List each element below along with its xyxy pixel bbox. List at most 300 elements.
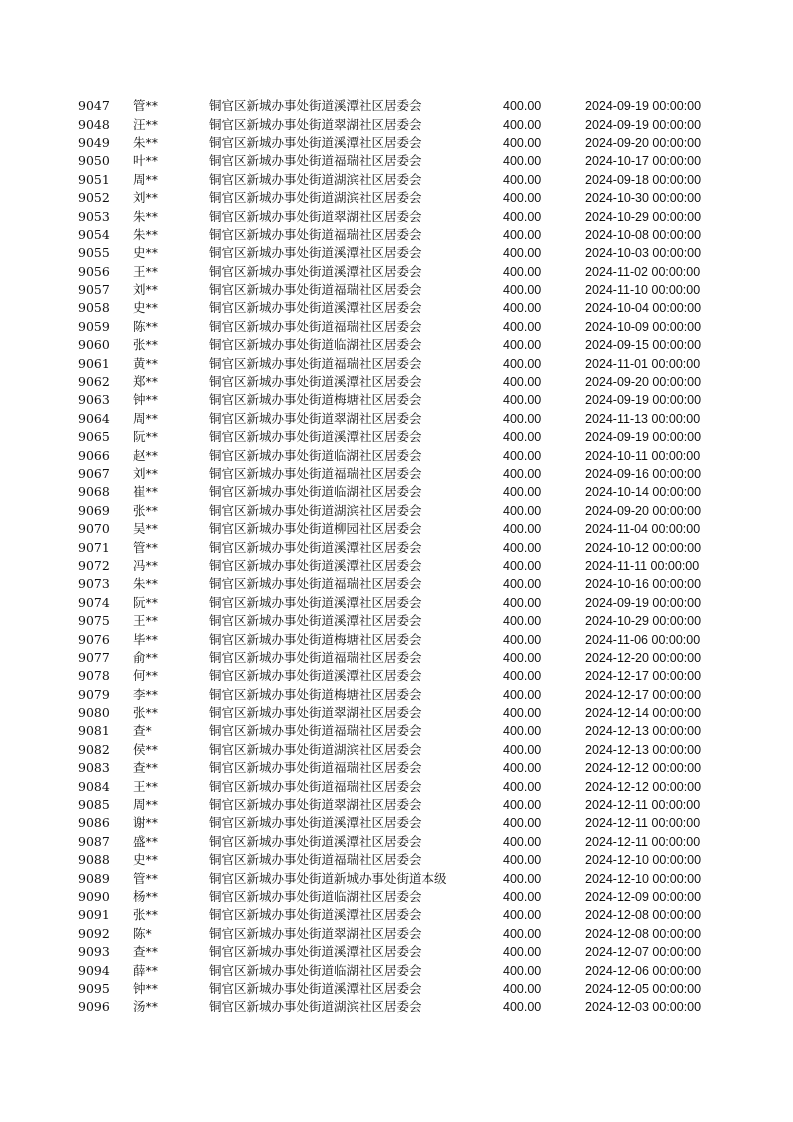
record-amount: 400.00 xyxy=(503,632,542,647)
record-amount: 400.00 xyxy=(503,338,542,353)
record-id: 9091 xyxy=(78,907,110,923)
record-name: 赵** xyxy=(133,447,159,463)
record-organization: 铜官区新城办事处街道溪潭社区居委会 xyxy=(209,300,422,316)
record-date: 2024-12-06 00:00:00 xyxy=(585,963,702,978)
table-row xyxy=(78,428,725,446)
table-row xyxy=(78,851,725,869)
record-name: 毕** xyxy=(133,631,159,647)
record-name: 王** xyxy=(133,613,159,629)
record-date: 2024-10-29 00:00:00 xyxy=(585,614,702,629)
record-date: 2024-12-11 00:00:00 xyxy=(585,834,701,849)
record-amount: 400.00 xyxy=(503,889,542,904)
record-organization: 铜官区新城办事处街道溪潭社区居委会 xyxy=(209,429,422,445)
record-date: 2024-11-13 00:00:00 xyxy=(585,411,701,426)
record-amount: 400.00 xyxy=(503,393,542,408)
record-organization: 铜官区新城办事处街道翠湖社区居委会 xyxy=(209,797,422,813)
record-name: 阮** xyxy=(133,594,159,610)
record-id: 9084 xyxy=(78,778,110,794)
record-name: 管** xyxy=(133,870,159,886)
table-row xyxy=(78,759,725,777)
record-id: 9087 xyxy=(78,833,110,849)
table-row xyxy=(78,465,725,483)
record-id: 9053 xyxy=(78,208,110,224)
record-id: 9077 xyxy=(78,649,110,665)
record-organization: 铜官区新城办事处街道福瑞社区居委会 xyxy=(209,760,422,776)
table-row xyxy=(78,336,725,354)
record-date: 2024-10-11 00:00:00 xyxy=(585,448,701,463)
record-id: 9063 xyxy=(78,392,110,408)
record-id: 9060 xyxy=(78,337,110,353)
record-date: 2024-09-20 00:00:00 xyxy=(585,375,702,390)
table-row xyxy=(78,134,725,152)
record-date: 2024-11-02 00:00:00 xyxy=(585,264,701,279)
record-name: 朱** xyxy=(133,134,159,150)
record-id: 9093 xyxy=(78,944,110,960)
record-date: 2024-10-08 00:00:00 xyxy=(585,227,702,242)
table-row xyxy=(78,594,725,612)
record-date: 2024-12-17 00:00:00 xyxy=(585,669,702,684)
record-date: 2024-10-12 00:00:00 xyxy=(585,540,702,555)
record-id: 9058 xyxy=(78,300,110,316)
record-name: 查** xyxy=(133,760,159,776)
record-organization: 铜官区新城办事处街道福瑞社区居委会 xyxy=(209,282,422,298)
record-name: 史** xyxy=(133,300,159,316)
table-row xyxy=(78,410,725,428)
table-row xyxy=(78,373,725,391)
record-name: 刘** xyxy=(133,190,159,206)
table-row xyxy=(78,575,725,593)
table-row xyxy=(78,115,725,133)
record-date: 2024-11-04 00:00:00 xyxy=(585,522,701,537)
record-id: 9061 xyxy=(78,355,110,371)
record-id: 9066 xyxy=(78,447,110,463)
record-date: 2024-09-20 00:00:00 xyxy=(585,135,702,150)
record-amount: 400.00 xyxy=(503,945,542,960)
record-organization: 铜官区新城办事处街道福瑞社区居委会 xyxy=(209,723,422,739)
table-row xyxy=(78,649,725,667)
record-amount: 400.00 xyxy=(503,191,542,206)
record-date: 2024-09-19 00:00:00 xyxy=(585,117,702,132)
record-organization: 铜官区新城办事处街道福瑞社区居委会 xyxy=(209,649,422,665)
record-amount: 400.00 xyxy=(503,871,542,886)
table-row xyxy=(78,557,725,575)
record-name: 谢** xyxy=(133,815,159,831)
record-name: 郑** xyxy=(133,374,159,390)
record-organization: 铜官区新城办事处街道溪潭社区居委会 xyxy=(209,907,422,923)
record-organization: 铜官区新城办事处街道新城办事处街道本级 xyxy=(209,870,447,886)
record-date: 2024-09-19 00:00:00 xyxy=(585,393,702,408)
record-date: 2024-12-08 00:00:00 xyxy=(585,908,702,923)
record-amount: 400.00 xyxy=(503,779,542,794)
table-row xyxy=(78,152,725,170)
record-id: 9068 xyxy=(78,484,110,500)
record-amount: 400.00 xyxy=(503,99,542,114)
record-date: 2024-10-09 00:00:00 xyxy=(585,319,702,334)
record-name: 朱** xyxy=(133,576,159,592)
table-row xyxy=(78,814,725,832)
record-id: 9050 xyxy=(78,153,110,169)
record-date: 2024-12-11 00:00:00 xyxy=(585,816,701,831)
record-name: 朱** xyxy=(133,208,159,224)
record-id: 9076 xyxy=(78,631,110,647)
record-id: 9079 xyxy=(78,686,110,702)
record-organization: 铜官区新城办事处街道溪潭社区居委会 xyxy=(209,833,422,849)
record-date: 2024-12-13 00:00:00 xyxy=(585,742,702,757)
record-id: 9065 xyxy=(78,429,110,445)
record-organization: 铜官区新城办事处街道临湖社区居委会 xyxy=(209,447,422,463)
record-date: 2024-12-14 00:00:00 xyxy=(585,706,702,721)
record-id: 9069 xyxy=(78,502,110,518)
record-date: 2024-11-11 00:00:00 xyxy=(585,558,700,573)
record-name: 管** xyxy=(133,539,159,555)
table-row xyxy=(78,502,725,520)
record-organization: 铜官区新城办事处街道梅塘社区居委会 xyxy=(209,631,422,647)
record-name: 史** xyxy=(133,852,159,868)
record-name: 史** xyxy=(133,245,159,261)
record-amount: 400.00 xyxy=(503,319,542,334)
record-amount: 400.00 xyxy=(503,430,542,445)
record-date: 2024-09-20 00:00:00 xyxy=(585,503,702,518)
record-organization: 铜官区新城办事处街道福瑞社区居委会 xyxy=(209,778,422,794)
record-name: 汪** xyxy=(133,116,159,132)
record-organization: 铜官区新城办事处街道溪潭社区居委会 xyxy=(209,98,422,114)
record-organization: 铜官区新城办事处街道翠湖社区居委会 xyxy=(209,208,422,224)
record-date: 2024-10-03 00:00:00 xyxy=(585,246,702,261)
record-amount: 400.00 xyxy=(503,981,542,996)
table-row xyxy=(78,318,725,336)
record-date: 2024-10-16 00:00:00 xyxy=(585,577,702,592)
record-name: 管** xyxy=(133,98,159,114)
record-amount: 400.00 xyxy=(503,816,542,831)
record-id: 9047 xyxy=(78,98,110,114)
record-date: 2024-11-06 00:00:00 xyxy=(585,632,701,647)
record-date: 2024-09-19 00:00:00 xyxy=(585,99,702,114)
record-date: 2024-10-17 00:00:00 xyxy=(585,154,702,169)
table-row xyxy=(78,538,725,556)
record-name: 张** xyxy=(133,705,159,721)
record-name: 朱** xyxy=(133,226,159,242)
record-organization: 铜官区新城办事处街道溪潭社区居委会 xyxy=(209,815,422,831)
record-id: 9070 xyxy=(78,521,110,537)
record-name: 李** xyxy=(133,686,159,702)
record-name: 刘** xyxy=(133,282,159,298)
record-amount: 400.00 xyxy=(503,522,542,537)
record-id: 9054 xyxy=(78,226,110,242)
table-row xyxy=(78,741,725,759)
record-id: 9059 xyxy=(78,318,110,334)
record-organization: 铜官区新城办事处街道湖滨社区居委会 xyxy=(209,502,422,518)
record-date: 2024-12-05 00:00:00 xyxy=(585,981,702,996)
record-amount: 400.00 xyxy=(503,209,542,224)
record-id: 9055 xyxy=(78,245,110,261)
record-name: 阮** xyxy=(133,429,159,445)
record-amount: 400.00 xyxy=(503,963,542,978)
table-row xyxy=(78,722,725,740)
record-name: 查* xyxy=(133,723,152,739)
table-row xyxy=(78,980,725,998)
record-id: 9078 xyxy=(78,668,110,684)
record-id: 9088 xyxy=(78,852,110,868)
table-row xyxy=(78,777,725,795)
record-organization: 铜官区新城办事处街道溪潭社区居委会 xyxy=(209,263,422,279)
record-date: 2024-12-10 00:00:00 xyxy=(585,853,702,868)
record-amount: 400.00 xyxy=(503,834,542,849)
record-amount: 400.00 xyxy=(503,356,542,371)
record-organization: 铜官区新城办事处街道福瑞社区居委会 xyxy=(209,466,422,481)
record-amount: 400.00 xyxy=(503,687,542,702)
record-organization: 铜官区新城办事处街道溪潭社区居委会 xyxy=(209,980,422,996)
record-date: 2024-10-14 00:00:00 xyxy=(585,485,702,500)
record-id: 9081 xyxy=(78,723,110,739)
table-row xyxy=(78,686,725,704)
record-organization: 铜官区新城办事处街道梅塘社区居委会 xyxy=(209,392,422,408)
record-amount: 400.00 xyxy=(503,117,542,132)
record-date: 2024-09-16 00:00:00 xyxy=(585,467,702,481)
record-organization: 铜官区新城办事处街道湖滨社区居委会 xyxy=(209,999,422,1015)
record-name: 陈** xyxy=(133,318,159,334)
record-date: 2024-10-29 00:00:00 xyxy=(585,209,702,224)
record-organization: 铜官区新城办事处街道福瑞社区居委会 xyxy=(209,576,422,592)
table-row xyxy=(78,299,725,317)
record-date: 2024-10-04 00:00:00 xyxy=(585,301,702,316)
record-date: 2024-12-13 00:00:00 xyxy=(585,724,702,739)
record-organization: 铜官区新城办事处街道溪潭社区居委会 xyxy=(209,668,422,684)
record-amount: 400.00 xyxy=(503,301,542,316)
record-id: 9056 xyxy=(78,263,110,279)
record-name: 查** xyxy=(133,944,159,960)
record-organization: 铜官区新城办事处街道福瑞社区居委会 xyxy=(209,226,422,242)
record-date: 2024-11-10 00:00:00 xyxy=(585,283,701,298)
record-name: 钟** xyxy=(133,392,159,408)
record-organization: 铜官区新城办事处街道溪潭社区居委会 xyxy=(209,594,422,610)
table-row xyxy=(78,869,725,887)
record-organization: 铜官区新城办事处街道翠湖社区居委会 xyxy=(209,925,422,941)
table-row xyxy=(78,925,725,943)
record-organization: 铜官区新城办事处街道梅塘社区居委会 xyxy=(209,686,422,702)
table-row xyxy=(78,97,725,115)
record-amount: 400.00 xyxy=(503,246,542,261)
record-amount: 400.00 xyxy=(503,614,542,629)
record-id: 9073 xyxy=(78,576,110,592)
record-date: 2024-12-12 00:00:00 xyxy=(585,761,702,776)
record-name: 吴** xyxy=(133,521,159,537)
record-id: 9080 xyxy=(78,705,110,721)
record-date: 2024-12-10 00:00:00 xyxy=(585,871,702,886)
record-id: 9094 xyxy=(78,962,110,978)
record-date: 2024-12-20 00:00:00 xyxy=(585,650,702,665)
record-id: 9086 xyxy=(78,815,110,831)
record-amount: 400.00 xyxy=(503,926,542,941)
record-name: 周** xyxy=(133,797,159,813)
record-organization: 铜官区新城办事处街道翠湖社区居委会 xyxy=(209,116,422,132)
table-row xyxy=(78,520,725,538)
record-id: 9085 xyxy=(78,797,110,813)
record-amount: 400.00 xyxy=(503,577,542,592)
record-organization: 铜官区新城办事处街道福瑞社区居委会 xyxy=(209,355,422,371)
record-organization: 铜官区新城办事处街道溪潭社区居委会 xyxy=(209,557,422,573)
record-organization: 铜官区新城办事处街道溪潭社区居委会 xyxy=(209,374,422,390)
records-table xyxy=(78,97,725,1017)
record-name: 陈* xyxy=(133,925,152,941)
record-id: 9072 xyxy=(78,557,110,573)
record-id: 9067 xyxy=(78,466,110,481)
record-amount: 400.00 xyxy=(503,669,542,684)
record-id: 9064 xyxy=(78,410,110,426)
record-name: 张** xyxy=(133,337,159,353)
record-organization: 铜官区新城办事处街道翠湖社区居委会 xyxy=(209,705,422,721)
record-name: 叶** xyxy=(133,153,159,169)
record-date: 2024-09-15 00:00:00 xyxy=(585,338,702,353)
record-name: 崔** xyxy=(133,484,159,500)
table-row xyxy=(78,263,725,281)
record-amount: 400.00 xyxy=(503,761,542,776)
table-row xyxy=(78,244,725,262)
record-name: 王** xyxy=(133,263,159,279)
record-amount: 400.00 xyxy=(503,595,542,610)
record-name: 杨** xyxy=(133,888,159,904)
record-amount: 400.00 xyxy=(503,154,542,169)
record-date: 2024-12-07 00:00:00 xyxy=(585,945,702,960)
record-amount: 400.00 xyxy=(503,411,542,426)
table-row xyxy=(78,612,725,630)
record-name: 周** xyxy=(133,410,159,426)
table-row xyxy=(78,226,725,244)
table-row xyxy=(78,833,725,851)
table-row xyxy=(78,943,725,961)
record-date: 2024-12-03 00:00:00 xyxy=(585,1000,702,1015)
record-id: 9095 xyxy=(78,980,110,996)
record-amount: 400.00 xyxy=(503,798,542,813)
record-name: 冯** xyxy=(133,557,159,573)
record-amount: 400.00 xyxy=(503,283,542,298)
record-amount: 400.00 xyxy=(503,135,542,150)
record-id: 9071 xyxy=(78,539,110,555)
record-name: 周** xyxy=(133,171,159,187)
table-row xyxy=(78,630,725,648)
table-row xyxy=(78,391,725,409)
table-row xyxy=(78,207,725,225)
record-id: 9049 xyxy=(78,134,110,150)
table-row xyxy=(78,961,725,979)
record-organization: 铜官区新城办事处街道福瑞社区居委会 xyxy=(209,318,422,334)
record-name: 张** xyxy=(133,502,159,518)
record-id: 9057 xyxy=(78,282,110,298)
record-amount: 400.00 xyxy=(503,264,542,279)
table-row xyxy=(78,354,725,372)
record-organization: 铜官区新城办事处街道临湖社区居委会 xyxy=(209,962,422,978)
record-date: 2024-09-18 00:00:00 xyxy=(585,172,702,187)
record-date: 2024-10-30 00:00:00 xyxy=(585,191,702,206)
record-organization: 铜官区新城办事处街道翠湖社区居委会 xyxy=(209,410,422,426)
table-row xyxy=(78,189,725,207)
record-amount: 400.00 xyxy=(503,540,542,555)
record-date: 2024-09-19 00:00:00 xyxy=(585,430,702,445)
record-amount: 400.00 xyxy=(503,558,542,573)
record-organization: 铜官区新城办事处街道溪潭社区居委会 xyxy=(209,539,422,555)
record-id: 9051 xyxy=(78,171,110,187)
record-name: 侯** xyxy=(133,741,159,757)
record-amount: 400.00 xyxy=(503,375,542,390)
record-amount: 400.00 xyxy=(503,742,542,757)
record-date: 2024-12-11 00:00:00 xyxy=(585,798,701,813)
record-organization: 铜官区新城办事处街道福瑞社区居委会 xyxy=(209,153,422,169)
record-organization: 铜官区新城办事处街道湖滨社区居委会 xyxy=(209,190,422,206)
record-organization: 铜官区新城办事处街道溪潭社区居委会 xyxy=(209,944,422,960)
record-amount: 400.00 xyxy=(503,908,542,923)
record-amount: 400.00 xyxy=(503,467,542,481)
record-id: 9048 xyxy=(78,116,110,132)
table-row xyxy=(78,796,725,814)
record-name: 盛** xyxy=(133,833,159,849)
record-date: 2024-12-09 00:00:00 xyxy=(585,889,702,904)
record-name: 俞** xyxy=(133,649,159,665)
table-row xyxy=(78,704,725,722)
record-amount: 400.00 xyxy=(503,448,542,463)
record-name: 汤** xyxy=(133,999,159,1015)
record-amount: 400.00 xyxy=(503,706,542,721)
records-table-body xyxy=(78,97,725,1017)
record-name: 王** xyxy=(133,778,159,794)
record-amount: 400.00 xyxy=(503,227,542,242)
record-organization: 铜官区新城办事处街道福瑞社区居委会 xyxy=(209,852,422,868)
record-organization: 铜官区新城办事处街道临湖社区居委会 xyxy=(209,484,422,500)
record-amount: 400.00 xyxy=(503,650,542,665)
record-id: 9089 xyxy=(78,870,110,886)
table-row xyxy=(78,281,725,299)
record-date: 2024-12-12 00:00:00 xyxy=(585,779,702,794)
record-amount: 400.00 xyxy=(503,1000,542,1015)
record-amount: 400.00 xyxy=(503,724,542,739)
record-amount: 400.00 xyxy=(503,172,542,187)
record-date: 2024-12-17 00:00:00 xyxy=(585,687,702,702)
record-name: 黄** xyxy=(133,355,159,371)
record-organization: 铜官区新城办事处街道溪潭社区居委会 xyxy=(209,134,422,150)
table-row xyxy=(78,888,725,906)
record-amount: 400.00 xyxy=(503,503,542,518)
record-id: 9090 xyxy=(78,888,110,904)
table-row xyxy=(78,906,725,924)
record-id: 9074 xyxy=(78,594,110,610)
table-row xyxy=(78,998,725,1016)
record-name: 刘** xyxy=(133,466,159,481)
record-organization: 铜官区新城办事处街道溪潭社区居委会 xyxy=(209,613,422,629)
record-organization: 铜官区新城办事处街道湖滨社区居委会 xyxy=(209,171,422,187)
table-row xyxy=(78,446,725,464)
record-id: 9082 xyxy=(78,741,110,757)
record-organization: 铜官区新城办事处街道溪潭社区居委会 xyxy=(209,245,422,261)
record-id: 9096 xyxy=(78,999,110,1015)
record-id: 9062 xyxy=(78,374,110,390)
record-name: 钟** xyxy=(133,980,159,996)
record-date: 2024-09-19 00:00:00 xyxy=(585,595,702,610)
record-organization: 铜官区新城办事处街道临湖社区居委会 xyxy=(209,337,422,353)
record-organization: 铜官区新城办事处街道柳园社区居委会 xyxy=(209,521,422,537)
record-name: 薛** xyxy=(133,962,159,978)
record-id: 9052 xyxy=(78,190,110,206)
record-id: 9083 xyxy=(78,760,110,776)
record-amount: 400.00 xyxy=(503,853,542,868)
record-name: 何** xyxy=(133,668,159,684)
record-id: 9092 xyxy=(78,925,110,941)
record-organization: 铜官区新城办事处街道临湖社区居委会 xyxy=(209,888,422,904)
record-amount: 400.00 xyxy=(503,485,542,500)
table-row xyxy=(78,483,725,501)
table-row xyxy=(78,667,725,685)
record-organization: 铜官区新城办事处街道湖滨社区居委会 xyxy=(209,741,422,757)
table-row xyxy=(78,171,725,189)
record-date: 2024-12-08 00:00:00 xyxy=(585,926,702,941)
record-name: 张** xyxy=(133,907,159,923)
